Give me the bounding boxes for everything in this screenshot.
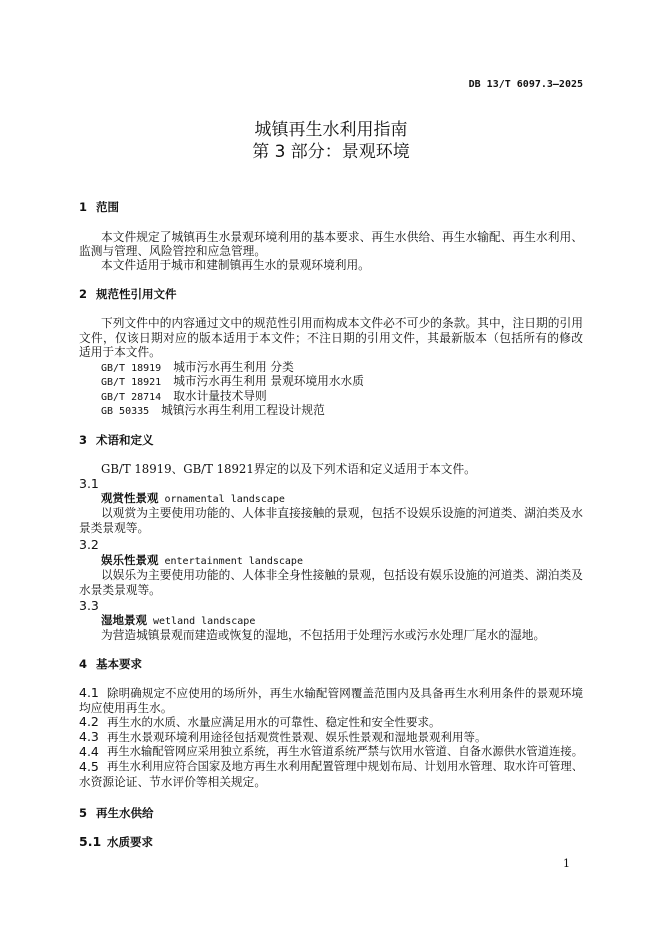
term-entry	[101, 613, 255, 629]
term-en: ornamental landscape	[164, 494, 285, 505]
section-title: 基本要求	[96, 657, 142, 671]
section-heading-4	[79, 657, 142, 671]
section-title: 再生水供给	[96, 806, 154, 820]
reference-code: GB/T 18919	[101, 363, 162, 374]
reference-item	[101, 403, 583, 417]
section-number: 3	[79, 433, 88, 447]
clause-line: 再生水的水质、水量应满足用水的可靠性、稳定性和安全性要求。	[107, 715, 441, 729]
reference-title: 取水计量技术导则	[173, 389, 267, 403]
definition-line: 以娱乐为主要使用功能的、人体非全身性接触的景观，包括设有娱乐设施的河道类、湖泊类及	[101, 568, 583, 582]
reference-item	[101, 389, 583, 403]
document-subtitle: 第 3 部分：景观环境	[252, 142, 410, 162]
clause-line: 再生水输配管网应采用独立系统，再生水管道系统严禁与饮用水管道、自备水源供水管道连接。	[107, 745, 583, 758]
term-cn: 娱乐性景观	[101, 553, 159, 567]
clause-line: 再生水景观环境利用途径包括观赏性景观、娱乐性景观和湿地景观利用等。	[107, 730, 487, 744]
reference-item	[101, 360, 583, 374]
reference-code: GB/T 18921	[101, 377, 162, 388]
reference-code: GB/T 28714	[101, 392, 162, 403]
section-heading-1	[79, 200, 119, 214]
section-number: 1	[79, 200, 88, 214]
paragraph-line: GB/T 18919、GB/T 18921界定的以及下列术语和定义适用于本文件。	[101, 462, 476, 476]
reference-title: 城镇污水再生利用工程设计规范	[161, 403, 325, 417]
term-en: entertainment landscape	[164, 556, 303, 567]
page-number: 1	[563, 857, 570, 870]
term-number: 3.1	[79, 476, 99, 491]
term-cn: 观赏性景观	[101, 491, 159, 505]
term-entry	[101, 491, 285, 507]
reference-title: 城市污水再生利用 分类	[173, 360, 294, 374]
term-cn: 湿地景观	[101, 613, 147, 627]
section-number: 2	[79, 287, 88, 301]
definition-line: 水景类景观等。	[79, 583, 161, 597]
term-entry	[101, 553, 303, 569]
reference-item	[101, 374, 583, 388]
paragraph-line: 文件，仅该日期对应的版本适用于本文件；不注日期的引用文件，其最新版本（包括所有的修改	[79, 331, 583, 345]
definition-line: 为营造城镇景观而建造或恢复的湿地，不包括用于处理污水或污水处理厂尾水的湿地。	[101, 628, 546, 642]
reference-code: GB 50335	[101, 406, 150, 417]
document-title: 城镇再生水利用指南	[254, 120, 408, 140]
clause-number: 4.5	[79, 759, 99, 774]
section-heading-2	[79, 287, 177, 301]
section-heading-5	[79, 806, 154, 820]
subsection-heading-5-1	[79, 835, 153, 849]
clause-line: 水资源论证、节水评价等相关规定。	[79, 775, 267, 789]
clause-number: 4.2	[79, 714, 99, 729]
paragraph-line: 本文件规定了城镇再生水景观环境利用的基本要求、再生水供给、再生水输配、再生水利用、	[101, 230, 583, 244]
clause-line: 除明确规定不应使用的场所外，再生水输配管网覆盖范围内及具备再生水利用条件的景观环境	[107, 686, 583, 700]
section-number: 4	[79, 657, 88, 671]
document-code: DB 13/T 6097.3—2025	[468, 79, 583, 90]
subsection-number: 5.1	[79, 834, 102, 849]
section-title: 范围	[96, 200, 119, 214]
reference-title: 城市污水再生利用 景观环境用水水质	[173, 374, 364, 388]
term-number: 3.3	[79, 598, 99, 613]
paragraph-line: 监测与管理、风险管控和应急管理。	[79, 244, 267, 258]
paragraph-line: 本文件适用于城市和建制镇再生水的景观环境利用。	[101, 258, 370, 272]
clause-number: 4.3	[79, 729, 99, 744]
subsection-title: 水质要求	[107, 835, 153, 849]
term-en: wetland landscape	[153, 616, 256, 627]
section-title: 规范性引用文件	[96, 287, 177, 301]
paragraph-line: 适用于本文件。	[79, 345, 161, 359]
clause-line: 再生水利用应符合国家及地方再生水利用配置管理中规划布局、计划用水管理、取水许可管理、	[107, 760, 583, 773]
section-number: 5	[79, 806, 88, 820]
section-heading-3	[79, 433, 154, 447]
definition-line: 以观赏为主要使用功能的、人体非直接接触的景观，包括不设娱乐设施的河道类、湖泊类及水	[101, 506, 583, 520]
clause-number: 4.4	[79, 744, 99, 759]
term-number: 3.2	[79, 537, 99, 552]
definition-line: 景类景观等。	[79, 521, 150, 535]
clause-number: 4.1	[79, 685, 99, 700]
paragraph-line: 下列文件中的内容通过文中的规范性引用而构成本文件必不可少的条款。其中，注日期的引用	[101, 316, 583, 330]
section-title: 术语和定义	[96, 433, 154, 447]
clause-line: 均应使用再生水。	[79, 701, 173, 715]
